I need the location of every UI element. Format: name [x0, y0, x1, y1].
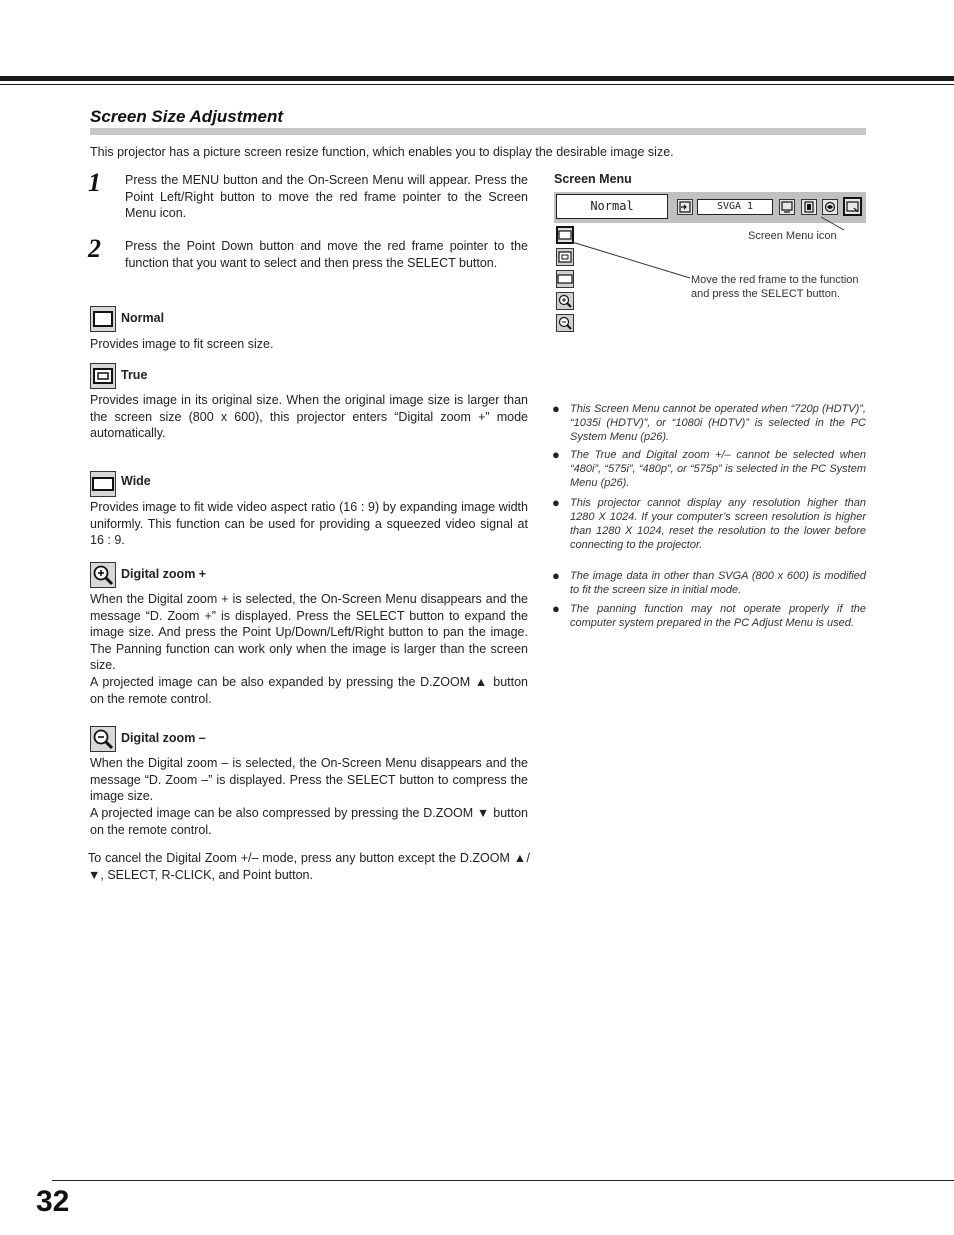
screen-menu-source-display: SVGA 1	[697, 199, 773, 215]
zoom-in-heading: Digital zoom +	[121, 567, 207, 581]
true-heading: True	[121, 368, 148, 382]
note-bullet-4: ●	[552, 568, 560, 583]
footer-rule	[52, 1180, 954, 1181]
zoom-out-desc: When the Digital zoom – is selected, the On-Screen Menu disappears and the message “D. Zoom –” is displayed. Press the SELECT button to compress the image size.	[90, 756, 528, 803]
menu-zoom-in-icon	[556, 292, 574, 310]
normal-icon	[90, 306, 116, 332]
step-text-2: Press the Point Down button and move the red frame pointer to the function that you want to select and then press the SELECT button.	[125, 239, 528, 270]
zoom-out-icon	[90, 726, 116, 752]
zoom-out-desc-remote: A projected image can be also compressed by pressing the D.ZOOM ▼ button on the remote control.	[90, 806, 528, 837]
note-bullet-3: ●	[552, 495, 560, 510]
note-bullet-1: ●	[552, 401, 560, 416]
note-bullet-5: ●	[552, 601, 560, 616]
true-desc: Provides image in its original size. When the original image size is larger than the screen size (800 x 600), this projector enters “Digital zoom +” mode automatically.	[90, 393, 528, 440]
wide-heading: Wide	[121, 474, 151, 488]
note-3: This projector cannot display any resolution higher than 1280 X 1024. If your computer’s screen resolution is higher than 1280 X 1024, reset the resolution to the lower before connecting to the projector.	[570, 497, 866, 551]
note-5: The panning function may not operate properly if the computer system prepared in the PC Adjust Menu is used.	[570, 603, 866, 629]
true-icon	[90, 363, 116, 389]
zoom-in-desc-remote: A projected image can be also expanded by pressing the D.ZOOM ▲ button on the remote control.	[90, 675, 528, 706]
wide-icon	[90, 471, 116, 497]
screen-menu-mode-display: Normal	[556, 194, 668, 219]
note-2: The True and Digital zoom +/– cannot be selected when “480i”, “575i”, “480p”, or “575p” is selected in the PC System Menu (p26).	[570, 449, 866, 489]
step-number-2: 2	[88, 234, 101, 263]
screen-menu-heading: Screen Menu	[554, 172, 632, 186]
callout-screen-menu-icon: Screen Menu icon	[748, 230, 837, 242]
note-1: This Screen Menu cannot be operated when “720p (HDTV)”, “1035i (HDTV)”, or “1080i (HDTV)” is selected in the PC System Menu (p26).	[570, 403, 866, 443]
note-4: The image data in other than SVGA (800 x 600) is modified to fit the screen size in initial mode.	[570, 570, 866, 596]
wide-desc: Provides image to fit wide video aspect ratio (16 : 9) by expanding image width uniformly. This function can be used for providing a squeezed video signal at 16 : 9.	[90, 500, 528, 547]
cancel-note: To cancel the Digital Zoom +/– mode, press any button except the D.ZOOM ▲/▼, SELECT, R-CLICK, and Point button.	[88, 851, 530, 882]
zoom-in-desc: When the Digital zoom + is selected, the On-Screen Menu disappears and the message “D. Zoom +” is displayed. Press the SELECT button to expand the image size. And press the Point Up/Down/Left/Right button to pan the image. The Panning function can work only when the image is larger than the screen size.	[90, 592, 528, 672]
note-bullet-2: ●	[552, 447, 560, 462]
normal-heading: Normal	[121, 311, 165, 325]
section-title: Screen Size Adjustment	[90, 107, 284, 126]
zoom-out-heading: Digital zoom –	[121, 731, 206, 745]
normal-desc: Provides image to fit screen size.	[90, 337, 274, 351]
page-number: 32	[36, 1185, 70, 1218]
section-title-bar	[90, 128, 866, 135]
zoom-in-icon	[90, 562, 116, 588]
header-rule-thin	[0, 84, 954, 85]
step-text-1: Press the MENU button and the On-Screen Menu will appear. Press the Point Left/Right button to move the red frame pointer to the Screen Menu icon.	[125, 173, 528, 220]
step-number-1: 1	[88, 168, 101, 197]
callout-red-frame: Move the red frame to the function and press the SELECT button.	[691, 274, 859, 300]
intro-text: This projector has a picture screen resize function, which enables you to display the desirable image size.	[90, 145, 674, 159]
menu-zoom-out-icon	[556, 314, 574, 332]
header-rule-thick	[0, 76, 954, 81]
